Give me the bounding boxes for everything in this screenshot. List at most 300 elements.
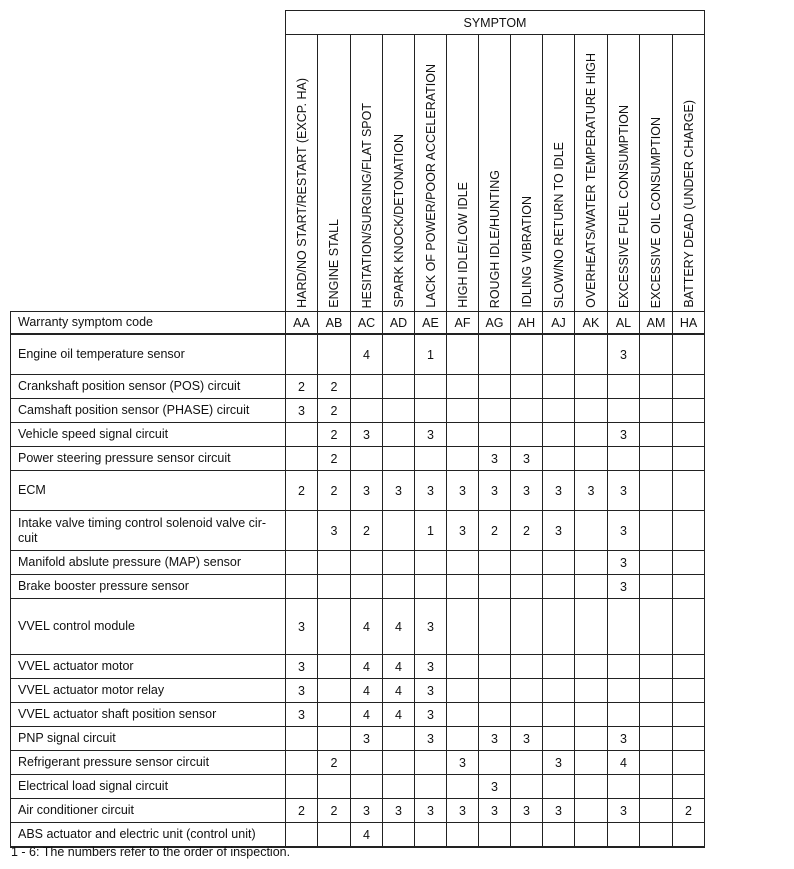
inspection-order-cell bbox=[575, 703, 608, 727]
inspection-order-cell bbox=[640, 751, 673, 775]
row-label: Brake booster pressure sensor bbox=[11, 575, 286, 599]
inspection-order-cell bbox=[640, 551, 673, 575]
inspection-order-cell bbox=[640, 511, 673, 551]
warranty-code: AA bbox=[286, 312, 318, 335]
table-row bbox=[11, 823, 705, 848]
inspection-order-cell bbox=[415, 775, 447, 799]
symptom-name: ROUGH IDLE/HUNTING bbox=[487, 169, 502, 308]
symptom-column-header bbox=[415, 35, 447, 312]
inspection-order-cell bbox=[511, 334, 543, 375]
inspection-order-cell bbox=[318, 551, 351, 575]
inspection-order-cell: 2 bbox=[318, 375, 351, 399]
inspection-order-cell bbox=[511, 703, 543, 727]
inspection-order-cell bbox=[286, 775, 318, 799]
footnote: 1 - 6: The numbers refer to the order of inspection. bbox=[11, 845, 291, 859]
symptom-name: IDLING VIBRATION bbox=[519, 196, 534, 308]
inspection-order-cell: 3 bbox=[286, 679, 318, 703]
row-label: Crankshaft position sensor (POS) circuit bbox=[11, 375, 286, 399]
inspection-order-cell bbox=[511, 599, 543, 655]
inspection-order-cell: 3 bbox=[511, 471, 543, 511]
row-label: Power steering pressure sensor circuit bbox=[11, 447, 286, 471]
inspection-order-cell bbox=[511, 399, 543, 423]
row-label: Camshaft position sensor (PHASE) circuit bbox=[11, 399, 286, 423]
table-body bbox=[11, 334, 705, 847]
inspection-order-cell: 2 bbox=[318, 423, 351, 447]
inspection-order-cell: 2 bbox=[286, 471, 318, 511]
inspection-order-cell bbox=[673, 655, 705, 679]
inspection-order-cell bbox=[543, 551, 575, 575]
inspection-order-cell bbox=[479, 575, 511, 599]
table-row bbox=[11, 751, 705, 775]
inspection-order-cell: 3 bbox=[608, 511, 640, 551]
warranty-code-row bbox=[11, 312, 705, 335]
inspection-order-cell: 4 bbox=[351, 679, 383, 703]
blank-corner bbox=[11, 11, 286, 312]
table-row bbox=[11, 799, 705, 823]
warranty-code: AD bbox=[383, 312, 415, 335]
inspection-order-cell bbox=[447, 334, 479, 375]
warranty-code: AB bbox=[318, 312, 351, 335]
inspection-order-cell: 3 bbox=[318, 511, 351, 551]
inspection-order-cell: 3 bbox=[543, 751, 575, 775]
row-label: Engine oil temperature sensor bbox=[11, 334, 286, 375]
inspection-order-cell: 3 bbox=[447, 751, 479, 775]
inspection-order-cell: 2 bbox=[511, 511, 543, 551]
inspection-order-cell: 4 bbox=[383, 679, 415, 703]
inspection-order-cell: 3 bbox=[608, 334, 640, 375]
inspection-order-cell bbox=[479, 703, 511, 727]
table-row bbox=[11, 703, 705, 727]
inspection-order-cell: 3 bbox=[415, 679, 447, 703]
inspection-order-cell bbox=[640, 423, 673, 447]
inspection-order-cell bbox=[511, 551, 543, 575]
symptom-name: EXCESSIVE OIL CONSUMPTION bbox=[649, 116, 663, 308]
inspection-order-cell bbox=[415, 399, 447, 423]
row-label: Refrigerant pressure sensor circuit bbox=[11, 751, 286, 775]
symptom-name: HIGH IDLE/LOW IDLE bbox=[455, 182, 470, 308]
warranty-code: AE bbox=[415, 312, 447, 335]
inspection-order-cell bbox=[415, 447, 447, 471]
inspection-order-cell bbox=[673, 334, 705, 375]
inspection-order-cell: 3 bbox=[351, 471, 383, 511]
inspection-order-cell bbox=[608, 375, 640, 399]
inspection-order-cell bbox=[447, 679, 479, 703]
row-label: Vehicle speed signal circuit bbox=[11, 423, 286, 447]
table-row bbox=[11, 447, 705, 471]
inspection-order-cell bbox=[511, 655, 543, 679]
table-row bbox=[11, 375, 705, 399]
inspection-order-cell: 3 bbox=[608, 423, 640, 447]
inspection-order-cell bbox=[640, 775, 673, 799]
inspection-order-cell bbox=[318, 775, 351, 799]
inspection-order-cell bbox=[543, 823, 575, 848]
inspection-order-cell bbox=[351, 447, 383, 471]
inspection-order-cell bbox=[286, 423, 318, 447]
inspection-order-cell bbox=[479, 551, 511, 575]
inspection-order-cell: 3 bbox=[286, 599, 318, 655]
inspection-order-cell bbox=[575, 799, 608, 823]
inspection-order-cell: 4 bbox=[383, 655, 415, 679]
inspection-order-cell bbox=[383, 775, 415, 799]
table-row bbox=[11, 655, 705, 679]
warranty-code: AK bbox=[575, 312, 608, 335]
table-row bbox=[11, 551, 705, 575]
inspection-order-cell: 3 bbox=[415, 703, 447, 727]
inspection-order-cell bbox=[640, 334, 673, 375]
inspection-order-cell: 3 bbox=[479, 775, 511, 799]
inspection-order-cell: 3 bbox=[511, 799, 543, 823]
inspection-order-cell bbox=[415, 575, 447, 599]
inspection-order-cell: 3 bbox=[415, 423, 447, 447]
inspection-order-cell bbox=[383, 511, 415, 551]
symptom-name: OVERHEATS/WATER TEMPERATURE HIGH bbox=[584, 53, 598, 308]
inspection-order-cell bbox=[575, 447, 608, 471]
inspection-order-cell bbox=[608, 447, 640, 471]
symptom-column-header bbox=[351, 35, 383, 312]
warranty-code: AL bbox=[608, 312, 640, 335]
symptom-name: ENGINE STALL bbox=[327, 219, 341, 308]
inspection-order-cell: 2 bbox=[351, 511, 383, 551]
inspection-order-cell bbox=[575, 655, 608, 679]
inspection-order-cell bbox=[640, 375, 673, 399]
inspection-order-cell: 3 bbox=[479, 471, 511, 511]
inspection-order-cell: 3 bbox=[383, 799, 415, 823]
inspection-order-cell: 3 bbox=[351, 727, 383, 751]
inspection-order-cell bbox=[608, 775, 640, 799]
inspection-order-cell: 3 bbox=[575, 471, 608, 511]
inspection-order-cell bbox=[640, 823, 673, 848]
inspection-order-cell bbox=[447, 599, 479, 655]
inspection-order-cell: 3 bbox=[351, 423, 383, 447]
inspection-order-cell bbox=[608, 703, 640, 727]
symptom-name: HARD/NO START/RESTART (EXCP. HA) bbox=[294, 78, 309, 308]
inspection-order-cell: 3 bbox=[286, 703, 318, 727]
symptom-column-header bbox=[286, 35, 318, 312]
inspection-order-cell bbox=[286, 334, 318, 375]
inspection-order-cell bbox=[575, 334, 608, 375]
row-label: ECM bbox=[11, 471, 286, 511]
inspection-order-cell bbox=[318, 823, 351, 848]
inspection-order-cell bbox=[640, 679, 673, 703]
inspection-order-cell bbox=[447, 727, 479, 751]
inspection-order-cell bbox=[640, 471, 673, 511]
inspection-order-cell bbox=[673, 727, 705, 751]
inspection-order-cell: 3 bbox=[447, 511, 479, 551]
inspection-order-cell bbox=[447, 447, 479, 471]
inspection-order-cell bbox=[511, 823, 543, 848]
inspection-order-cell bbox=[511, 423, 543, 447]
row-label: Intake valve timing control solenoid valve cir- cuit bbox=[11, 511, 286, 551]
inspection-order-cell bbox=[543, 727, 575, 751]
symptom-name: LACK OF POWER/POOR ACCELERATION bbox=[423, 64, 438, 308]
inspection-order-cell bbox=[543, 375, 575, 399]
inspection-order-cell: 3 bbox=[415, 799, 447, 823]
inspection-order-cell bbox=[286, 575, 318, 599]
inspection-order-cell bbox=[640, 703, 673, 727]
table-row bbox=[11, 599, 705, 655]
inspection-order-cell bbox=[673, 775, 705, 799]
inspection-order-cell bbox=[447, 775, 479, 799]
inspection-order-cell bbox=[575, 423, 608, 447]
inspection-order-cell bbox=[640, 655, 673, 679]
inspection-order-cell: 4 bbox=[351, 334, 383, 375]
inspection-order-cell bbox=[575, 679, 608, 703]
inspection-order-cell: 2 bbox=[286, 799, 318, 823]
inspection-order-cell bbox=[479, 423, 511, 447]
inspection-order-cell: 3 bbox=[415, 727, 447, 751]
inspection-order-cell: 3 bbox=[511, 727, 543, 751]
inspection-order-cell: 4 bbox=[351, 823, 383, 848]
inspection-order-cell bbox=[640, 799, 673, 823]
inspection-order-cell bbox=[447, 375, 479, 399]
table-row bbox=[11, 423, 705, 447]
inspection-order-cell: 3 bbox=[608, 471, 640, 511]
warranty-code: AH bbox=[511, 312, 543, 335]
inspection-order-cell bbox=[447, 655, 479, 679]
inspection-order-cell bbox=[673, 471, 705, 511]
row-label: VVEL control module bbox=[11, 599, 286, 655]
table-row bbox=[11, 727, 705, 751]
inspection-order-cell bbox=[318, 679, 351, 703]
inspection-order-cell: 3 bbox=[608, 575, 640, 599]
warranty-code-label: Warranty symptom code bbox=[11, 312, 286, 335]
inspection-order-cell: 3 bbox=[511, 447, 543, 471]
inspection-order-cell bbox=[286, 447, 318, 471]
inspection-order-cell bbox=[447, 399, 479, 423]
inspection-order-cell bbox=[383, 727, 415, 751]
inspection-order-cell bbox=[447, 823, 479, 848]
inspection-order-cell: 4 bbox=[608, 751, 640, 775]
inspection-order-cell bbox=[318, 599, 351, 655]
inspection-order-cell bbox=[447, 551, 479, 575]
inspection-order-cell bbox=[479, 399, 511, 423]
inspection-order-cell: 3 bbox=[286, 399, 318, 423]
inspection-order-cell bbox=[673, 511, 705, 551]
inspection-order-cell bbox=[383, 375, 415, 399]
inspection-order-cell bbox=[575, 511, 608, 551]
inspection-order-cell bbox=[447, 703, 479, 727]
inspection-order-cell bbox=[383, 575, 415, 599]
inspection-order-cell bbox=[673, 447, 705, 471]
inspection-order-cell bbox=[415, 375, 447, 399]
table-row bbox=[11, 399, 705, 423]
inspection-order-cell bbox=[479, 679, 511, 703]
table-row bbox=[11, 511, 705, 551]
inspection-order-cell bbox=[479, 655, 511, 679]
inspection-order-cell: 4 bbox=[383, 599, 415, 655]
warranty-code: AJ bbox=[543, 312, 575, 335]
row-label: ABS actuator and electric unit (control unit) bbox=[11, 823, 286, 848]
inspection-order-cell bbox=[383, 334, 415, 375]
inspection-order-cell bbox=[447, 575, 479, 599]
inspection-order-cell bbox=[383, 447, 415, 471]
inspection-order-cell bbox=[415, 751, 447, 775]
inspection-order-cell: 3 bbox=[286, 655, 318, 679]
inspection-order-cell bbox=[543, 775, 575, 799]
inspection-order-cell bbox=[351, 375, 383, 399]
inspection-order-cell bbox=[351, 751, 383, 775]
inspection-order-cell bbox=[383, 423, 415, 447]
inspection-order-cell: 3 bbox=[415, 655, 447, 679]
inspection-order-cell: 4 bbox=[383, 703, 415, 727]
inspection-order-cell bbox=[543, 399, 575, 423]
symptom-column-header bbox=[640, 35, 673, 312]
inspection-order-cell: 3 bbox=[479, 727, 511, 751]
inspection-order-cell bbox=[351, 551, 383, 575]
inspection-order-cell bbox=[575, 823, 608, 848]
symptom-column-header bbox=[318, 35, 351, 312]
table-row bbox=[11, 575, 705, 599]
inspection-order-cell: 3 bbox=[479, 447, 511, 471]
inspection-order-cell bbox=[318, 575, 351, 599]
table-row bbox=[11, 679, 705, 703]
row-label: VVEL actuator shaft position sensor bbox=[11, 703, 286, 727]
symptom-column-header bbox=[479, 35, 511, 312]
inspection-order-cell: 2 bbox=[318, 471, 351, 511]
inspection-order-cell bbox=[318, 727, 351, 751]
symptom-column-header bbox=[447, 35, 479, 312]
inspection-order-cell bbox=[673, 599, 705, 655]
inspection-order-cell bbox=[640, 399, 673, 423]
inspection-order-cell bbox=[575, 575, 608, 599]
inspection-order-cell bbox=[673, 423, 705, 447]
inspection-order-cell bbox=[543, 599, 575, 655]
inspection-order-cell: 2 bbox=[286, 375, 318, 399]
inspection-order-cell bbox=[673, 823, 705, 848]
inspection-order-cell bbox=[511, 679, 543, 703]
symptom-header: SYMPTOM bbox=[286, 11, 705, 35]
inspection-order-cell bbox=[447, 423, 479, 447]
row-label: VVEL actuator motor bbox=[11, 655, 286, 679]
inspection-order-cell bbox=[511, 751, 543, 775]
inspection-order-cell bbox=[318, 334, 351, 375]
inspection-order-cell bbox=[543, 447, 575, 471]
inspection-order-cell: 3 bbox=[383, 471, 415, 511]
warranty-code: AF bbox=[447, 312, 479, 335]
inspection-order-cell bbox=[575, 399, 608, 423]
inspection-order-cell bbox=[575, 375, 608, 399]
inspection-order-cell bbox=[640, 447, 673, 471]
inspection-order-cell bbox=[543, 655, 575, 679]
inspection-order-cell bbox=[286, 551, 318, 575]
row-label: VVEL actuator motor relay bbox=[11, 679, 286, 703]
symptom-column-header bbox=[673, 35, 705, 312]
inspection-order-cell bbox=[543, 703, 575, 727]
inspection-order-cell bbox=[608, 823, 640, 848]
inspection-order-cell bbox=[640, 727, 673, 751]
inspection-order-cell bbox=[479, 751, 511, 775]
inspection-order-cell: 1 bbox=[415, 334, 447, 375]
diagnosis-table bbox=[10, 10, 705, 848]
inspection-order-cell bbox=[383, 551, 415, 575]
inspection-order-cell bbox=[673, 551, 705, 575]
inspection-order-cell: 2 bbox=[479, 511, 511, 551]
inspection-order-cell bbox=[286, 751, 318, 775]
inspection-order-cell: 1 bbox=[415, 511, 447, 551]
inspection-order-cell: 3 bbox=[543, 471, 575, 511]
inspection-order-cell bbox=[608, 655, 640, 679]
inspection-order-cell bbox=[383, 823, 415, 848]
inspection-order-cell bbox=[286, 511, 318, 551]
warranty-code: AM bbox=[640, 312, 673, 335]
inspection-order-cell: 3 bbox=[447, 471, 479, 511]
warranty-code: HA bbox=[673, 312, 705, 335]
inspection-order-cell bbox=[608, 399, 640, 423]
symptom-name: HESITATION/SURGING/FLAT SPOT bbox=[359, 102, 374, 308]
inspection-order-cell bbox=[511, 575, 543, 599]
row-label: Manifold abslute pressure (MAP) sensor bbox=[11, 551, 286, 575]
inspection-order-cell: 2 bbox=[318, 799, 351, 823]
symptom-name: SPARK KNOCK/DETONATION bbox=[391, 134, 406, 308]
inspection-order-cell: 2 bbox=[318, 447, 351, 471]
inspection-order-cell: 2 bbox=[673, 799, 705, 823]
inspection-order-cell bbox=[479, 823, 511, 848]
row-label: Air conditioner circuit bbox=[11, 799, 286, 823]
inspection-order-cell bbox=[383, 399, 415, 423]
inspection-order-cell bbox=[286, 823, 318, 848]
inspection-order-cell: 2 bbox=[318, 399, 351, 423]
table-row bbox=[11, 775, 705, 799]
symptom-column-header bbox=[543, 35, 575, 312]
inspection-order-cell bbox=[640, 575, 673, 599]
inspection-order-cell bbox=[575, 727, 608, 751]
inspection-order-cell bbox=[318, 703, 351, 727]
inspection-order-cell bbox=[575, 599, 608, 655]
inspection-order-cell: 3 bbox=[608, 727, 640, 751]
inspection-order-cell: 3 bbox=[608, 551, 640, 575]
inspection-order-cell bbox=[415, 823, 447, 848]
inspection-order-cell bbox=[608, 679, 640, 703]
inspection-order-cell: 4 bbox=[351, 599, 383, 655]
inspection-order-cell bbox=[415, 551, 447, 575]
inspection-order-cell bbox=[479, 599, 511, 655]
inspection-order-cell: 3 bbox=[415, 599, 447, 655]
inspection-order-cell bbox=[575, 751, 608, 775]
inspection-order-cell bbox=[543, 423, 575, 447]
inspection-order-cell bbox=[351, 575, 383, 599]
inspection-order-cell bbox=[673, 399, 705, 423]
inspection-order-cell: 3 bbox=[479, 799, 511, 823]
inspection-order-cell bbox=[543, 575, 575, 599]
symptom-name: EXCESSIVE FUEL CONSUMPTION bbox=[616, 104, 631, 308]
symptom-column-header bbox=[608, 35, 640, 312]
inspection-order-cell: 2 bbox=[318, 751, 351, 775]
inspection-order-cell bbox=[479, 375, 511, 399]
inspection-order-cell bbox=[575, 775, 608, 799]
inspection-order-cell bbox=[479, 334, 511, 375]
inspection-order-cell bbox=[673, 375, 705, 399]
inspection-order-cell bbox=[673, 575, 705, 599]
symptom-name: SLOW/NO RETURN TO IDLE bbox=[551, 141, 566, 308]
inspection-order-cell: 3 bbox=[608, 799, 640, 823]
inspection-order-cell bbox=[318, 655, 351, 679]
warranty-code: AG bbox=[479, 312, 511, 335]
inspection-order-cell bbox=[608, 599, 640, 655]
inspection-order-cell bbox=[511, 775, 543, 799]
inspection-order-cell bbox=[673, 679, 705, 703]
inspection-order-cell bbox=[673, 703, 705, 727]
inspection-order-cell bbox=[640, 599, 673, 655]
inspection-order-cell bbox=[673, 751, 705, 775]
symptom-column-header bbox=[511, 35, 543, 312]
inspection-order-cell bbox=[351, 399, 383, 423]
inspection-order-cell: 3 bbox=[447, 799, 479, 823]
inspection-order-cell bbox=[543, 679, 575, 703]
inspection-order-cell: 4 bbox=[351, 703, 383, 727]
table-row bbox=[11, 334, 705, 375]
warranty-code: AC bbox=[351, 312, 383, 335]
inspection-order-cell bbox=[286, 727, 318, 751]
